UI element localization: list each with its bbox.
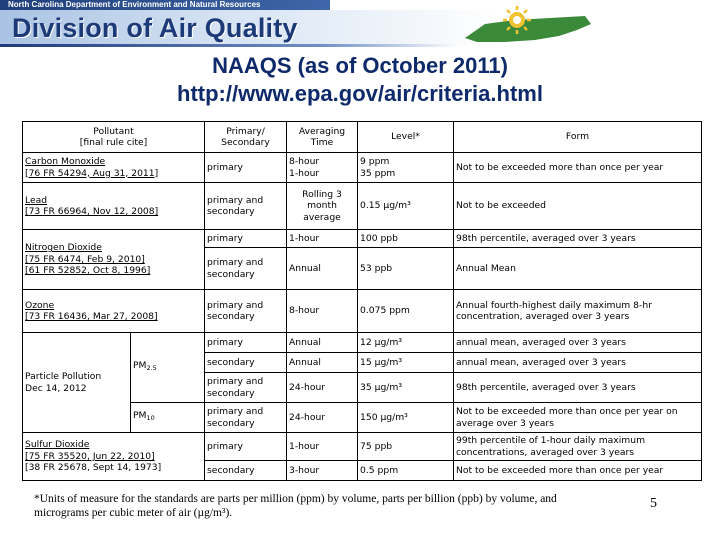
header-pollutant: Pollutant [final rule cite] bbox=[23, 122, 205, 153]
header-form: Form bbox=[454, 122, 702, 153]
row-level: 0.15 µg/m³ bbox=[358, 183, 454, 230]
lead-cite-link[interactable]: [73 FR 66964, Nov 12, 2008] bbox=[25, 206, 159, 217]
row-level: 0.5 ppm bbox=[358, 461, 454, 481]
header-level: Level* bbox=[358, 122, 454, 153]
row-type: primary and secondary bbox=[205, 248, 287, 290]
header-averaging-time: Averaging Time bbox=[287, 122, 358, 153]
row-time: 24-hour bbox=[287, 373, 358, 403]
division-title: Division of Air Quality bbox=[12, 13, 298, 43]
so2-cite2: [38 FR 25678, Sept 14, 1973] bbox=[25, 462, 162, 474]
row-form: annual mean, averaged over 3 years bbox=[454, 353, 702, 373]
co-name-link[interactable]: Carbon Monoxide bbox=[25, 156, 106, 167]
header-primary-secondary: Primary/ Secondary bbox=[205, 122, 287, 153]
row-form: Annual fourth-highest daily maximum 8-hr concentration, averaged over 3 years bbox=[454, 290, 702, 333]
row-time: 24-hour bbox=[287, 403, 358, 433]
pollutant-lead bbox=[23, 183, 205, 230]
row-time: 1-hour bbox=[287, 230, 358, 248]
pm10-label: $PM_{10}$ bbox=[131, 403, 205, 433]
row-type: primary bbox=[205, 153, 287, 183]
so2-name-link[interactable]: Sulfur Dioxide bbox=[25, 439, 90, 451]
row-time: 1-hour bbox=[287, 433, 358, 461]
pm-date: Dec 14, 2012 bbox=[25, 382, 87, 394]
row-form: 98th percentile, averaged over 3 years bbox=[454, 230, 702, 248]
row-level: 150 µg/m³ bbox=[358, 403, 454, 433]
page-number: 5 bbox=[650, 496, 657, 511]
row-level: 12 µg/m³ bbox=[358, 333, 454, 353]
row-form: Not to be exceeded more than once per year on average over 3 years bbox=[454, 403, 702, 433]
row-time: 8-hour bbox=[287, 290, 358, 333]
row-type: primary and secondary bbox=[205, 373, 287, 403]
so2-cite1-link[interactable]: [75 FR 35520, Jun 22, 2010] bbox=[25, 450, 155, 462]
ozone-name-link[interactable]: Ozone bbox=[25, 299, 55, 311]
row-form: annual mean, averaged over 3 years bbox=[454, 333, 702, 353]
row-form: Not to be exceeded more than once per year bbox=[454, 153, 702, 183]
no2-cite2-link[interactable]: [61 FR 52852, Oct 8, 1996] bbox=[25, 265, 151, 277]
pollutant-carbon-monoxide bbox=[23, 153, 205, 183]
slide-title bbox=[0, 52, 720, 108]
department-name: North Carolina Department of Environment and Natural Resources bbox=[0, 0, 330, 10]
ozone-cite-link[interactable]: [73 FR 16436, Mar 27, 2008] bbox=[25, 311, 158, 322]
table-row bbox=[23, 433, 702, 461]
pm25-label: $PM_{2.5}$ bbox=[131, 333, 205, 403]
no2-cite1-link[interactable]: [75 FR 6474, Feb 9, 2010] bbox=[25, 253, 145, 265]
header-banner bbox=[0, 0, 720, 48]
row-time: Annual bbox=[287, 333, 358, 353]
no2-name-link[interactable]: Nitrogen Dioxide bbox=[25, 242, 102, 254]
row-type: primary and secondary bbox=[205, 183, 287, 230]
row-type: primary bbox=[205, 230, 287, 248]
slide-title-url: http://www.epa.gov/air/criteria.html bbox=[177, 81, 543, 106]
row-time: Annual bbox=[287, 353, 358, 373]
row-time: Annual bbox=[287, 248, 358, 290]
table-row bbox=[23, 153, 702, 183]
co-cite-link[interactable]: [76 FR 54294, Aug 31, 2011] bbox=[25, 167, 159, 179]
naaqs-table bbox=[22, 121, 702, 481]
row-level: 15 µg/m³ bbox=[358, 353, 454, 373]
row-level: 9 ppm 35 ppm bbox=[358, 153, 454, 183]
pm-name: Particle Pollution bbox=[25, 371, 102, 382]
pollutant-ozone bbox=[23, 290, 205, 333]
slide-title-line1: NAAQS (as of October 2011) bbox=[212, 53, 508, 78]
row-type: primary and secondary bbox=[205, 403, 287, 433]
table-header-row bbox=[23, 122, 702, 153]
table-row bbox=[23, 230, 702, 248]
banner-divider bbox=[0, 44, 460, 47]
row-level: 53 ppb bbox=[358, 248, 454, 290]
row-form: 98th percentile, averaged over 3 years bbox=[454, 373, 702, 403]
row-type: secondary bbox=[205, 461, 287, 481]
row-type: primary bbox=[205, 333, 287, 353]
row-type: primary and secondary bbox=[205, 290, 287, 333]
row-form: Not to be exceeded bbox=[454, 183, 702, 230]
row-level: 0.075 ppm bbox=[358, 290, 454, 333]
pollutant-sulfur-dioxide bbox=[23, 433, 205, 481]
row-form: 99th percentile of 1-hour daily maximum concentrations, averaged over 3 years bbox=[454, 433, 702, 461]
pollutant-nitrogen-dioxide bbox=[23, 230, 205, 290]
units-footnote: *Units of measure for the standards are parts per million (ppm) by volume, parts per billion (ppb) by volume, and micrograms per cubic meter of air (µg/m³). bbox=[34, 493, 557, 519]
table-row bbox=[23, 183, 702, 230]
row-level: 100 ppb bbox=[358, 230, 454, 248]
pollutant-particle-pollution bbox=[23, 333, 131, 433]
table-row bbox=[23, 290, 702, 333]
row-form: Annual Mean bbox=[454, 248, 702, 290]
row-time: 3-hour bbox=[287, 461, 358, 481]
row-form: Not to be exceeded more than once per year bbox=[454, 461, 702, 481]
row-type: primary bbox=[205, 433, 287, 461]
table-row bbox=[23, 333, 702, 353]
row-type: secondary bbox=[205, 353, 287, 373]
lead-name-link[interactable]: Lead bbox=[25, 194, 48, 206]
row-time: 8-hour 1-hour bbox=[287, 153, 358, 183]
row-level: 75 ppb bbox=[358, 433, 454, 461]
nc-state-sun-logo-icon bbox=[455, 6, 595, 46]
row-level: 35 µg/m³ bbox=[358, 373, 454, 403]
row-time: Rolling 3 month average bbox=[287, 183, 358, 230]
